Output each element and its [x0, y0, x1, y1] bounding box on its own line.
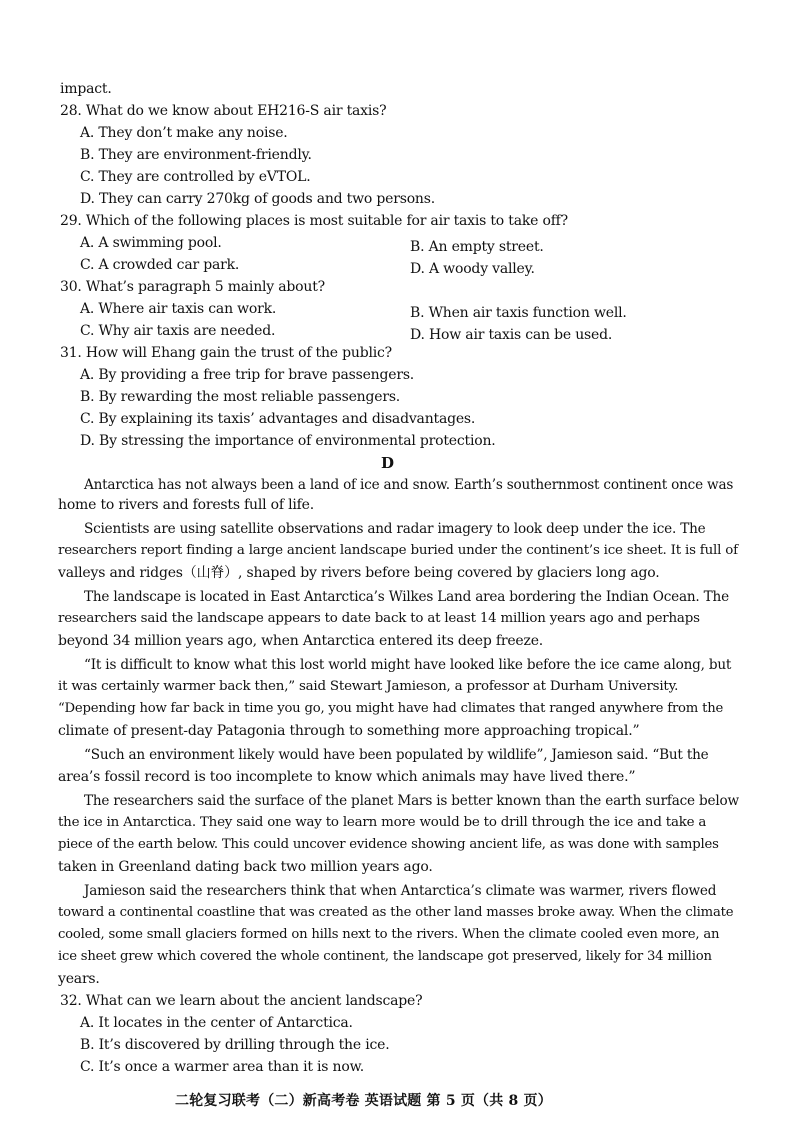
q28-option-d: D. They can carry 270kg of goods and two persons. [80, 191, 435, 207]
q29-option-c: C. A crowded car park. [80, 257, 240, 273]
paragraph-line: Jamieson said the researchers think that when Antarctica’s climate was warmer, rivers flowed [84, 883, 717, 899]
q28-option-b: B. They are environment-friendly. [80, 147, 312, 163]
paragraph-line: Scientists are using satellite observations and radar imagery to look deep under the ice. The [84, 521, 706, 537]
paragraph-line: home to rivers and forests full of life. [58, 497, 314, 513]
section-d-heading: D [381, 454, 394, 472]
q31-option-b: B. By rewarding the most reliable passengers. [80, 389, 401, 405]
q29-option-a: A. A swimming pool. [80, 235, 222, 251]
question-28: 28. What do we know about EH216-S air taxis? [60, 103, 387, 119]
page-footer: 二轮复习联考（二）新高考卷 英语试题 第 5 页（共 8 页） [175, 1093, 552, 1109]
paragraph-line: area’s fossil record is too incomplete to know which animals may have lived there.” [58, 769, 636, 785]
paragraph-line: years. [58, 971, 100, 987]
paragraph-line: taken in Greenland dating back two million years ago. [58, 859, 433, 875]
paragraph-line: researchers report finding a large ancient landscape buried under the continent’s ice sheet. It is full of [58, 543, 738, 558]
paragraph-line: “Depending how far back in time you go, you might have had climates that ranged anywhere from the [58, 701, 724, 716]
paragraph-line: “Such an environment likely would have been populated by wildlife”, Jamieson said. “But the [84, 747, 709, 763]
q28-option-a: A. They don’t make any noise. [80, 125, 288, 141]
paragraph-line: The landscape is located in East Antarctica’s Wilkes Land area bordering the Indian Ocean. The [84, 589, 729, 605]
paragraph-line: researchers said the landscape appears to date back to at least 14 million years ago and perhaps [58, 611, 700, 626]
question-31: 31. How will Ehang gain the trust of the public? [60, 345, 392, 361]
question-32: 32. What can we learn about the ancient landscape? [60, 993, 423, 1009]
q29-option-d: D. A woody valley. [410, 261, 535, 277]
q30-option-d: D. How air taxis can be used. [410, 327, 613, 343]
paragraph-line: “It is difficult to know what this lost world might have looked like before the ice came along, but [84, 657, 732, 673]
q31-option-a: A. By providing a free trip for brave passengers. [80, 367, 415, 383]
q31-option-c: C. By explaining its taxis’ advantages and disadvantages. [80, 411, 476, 427]
q32-option-a: A. It locates in the center of Antarctica. [80, 1015, 353, 1031]
q32-option-b: B. It’s discovered by drilling through the ice. [80, 1037, 390, 1053]
paragraph-line: climate of present-day Patagonia through to something more approaching tropical.” [58, 723, 640, 739]
paragraph-line: it was certainly warmer back then,” said Stewart Jamieson, a professor at Durham University. [58, 679, 679, 694]
q30-option-a: A. Where air taxis can work. [80, 301, 277, 317]
paragraph-line: Antarctica has not always been a land of ice and snow. Earth’s southernmost continent once was [84, 477, 734, 493]
question-30: 30. What’s paragraph 5 mainly about? [60, 279, 325, 295]
q28-option-c: C. They are controlled by eVTOL. [80, 169, 311, 185]
q31-option-d: D. By stressing the importance of environmental protection. [80, 433, 496, 449]
paragraph-line: ice sheet grew which covered the whole continent, the landscape got preserved, likely for 34 million [58, 949, 712, 964]
question-29: 29. Which of the following places is most suitable for air taxis to take off? [60, 213, 568, 229]
paragraph-line: The researchers said the surface of the planet Mars is better known than the earth surface below [84, 793, 739, 809]
q30-option-b: B. When air taxis function well. [410, 305, 627, 321]
q32-option-c: C. It’s once a warmer area than it is now. [80, 1059, 364, 1075]
paragraph-line: cooled, some small glaciers formed on hills next to the rivers. When the climate cooled even more, an [58, 927, 720, 942]
continuation-text: impact. [60, 81, 112, 97]
paragraph-line: valleys and ridges（山脊）, shaped by rivers before being covered by glaciers long ago. [58, 565, 660, 581]
paragraph-line: piece of the earth below. This could uncover evidence showing ancient life, as was done with samples [58, 837, 719, 852]
q29-option-b: B. An empty street. [410, 239, 544, 255]
paragraph-line: beyond 34 million years ago, when Antarctica entered its deep freeze. [58, 633, 544, 649]
q30-option-c: C. Why air taxis are needed. [80, 323, 276, 339]
paragraph-line: toward a continental coastline that was created as the other land masses broke away. When the climate [58, 905, 734, 920]
paragraph-line: the ice in Antarctica. They said one way to learn more would be to drill through the ice and take a [58, 815, 707, 830]
